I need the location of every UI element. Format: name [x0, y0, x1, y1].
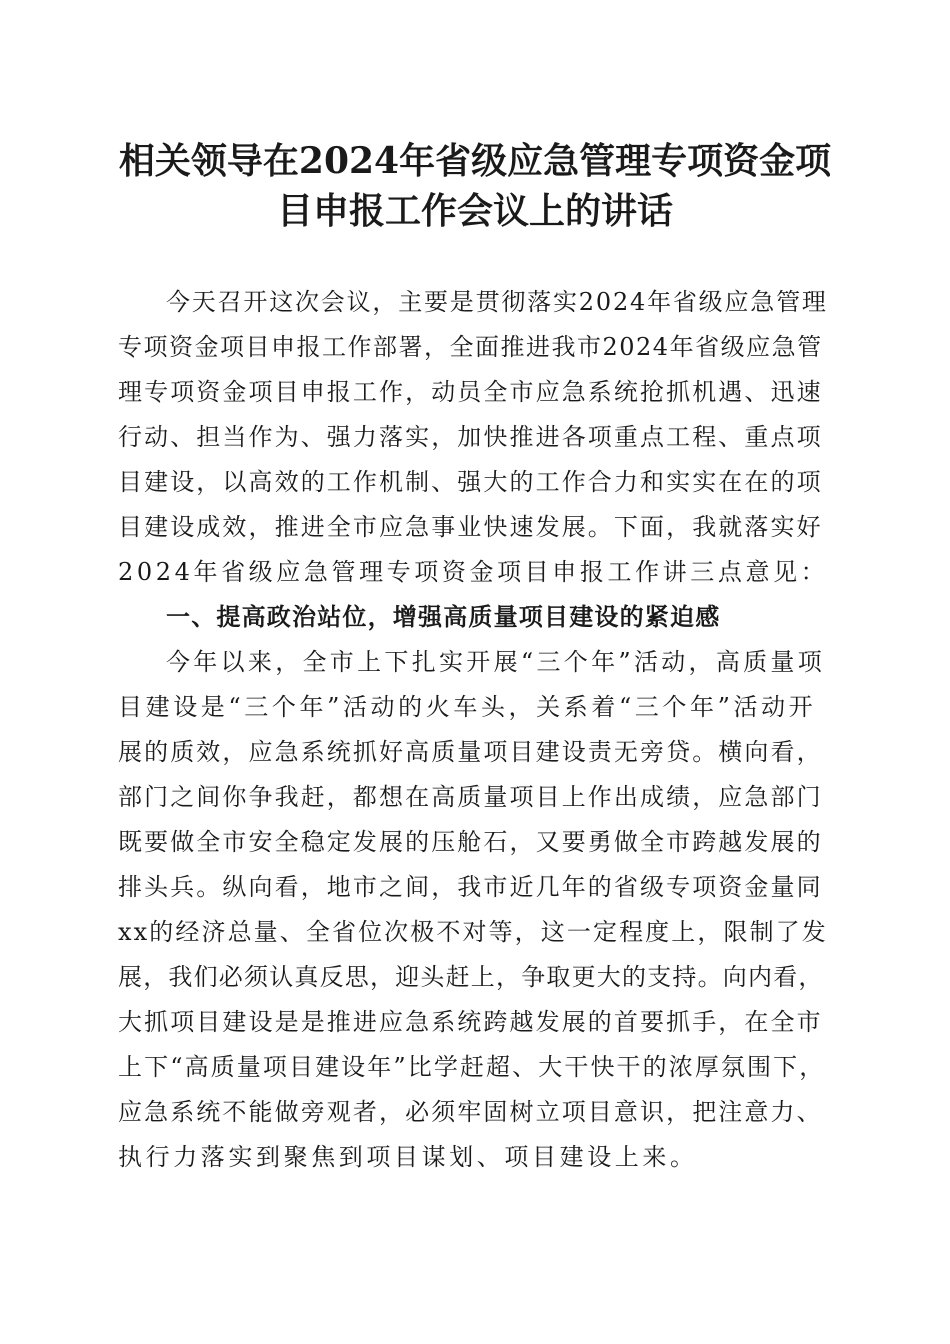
paragraph-line: 理专项资金项目申报工作，动员全市应急系统抢抓机遇、迅速 — [118, 378, 823, 406]
paragraph-line: 展的质效，应急系统抓好高质量项目建设责无旁贷。横向看， — [118, 738, 823, 766]
paragraph-line: 2024年省级应急管理专项资金项目申报工作讲三点意见： — [118, 558, 829, 586]
paragraph-line: 专项资金项目申报工作部署，全面推进我市2024年省级应急管 — [118, 333, 823, 361]
paragraph-line: 排头兵。纵向看，地市之间，我市近几年的省级专项资金量同 — [118, 873, 823, 901]
paragraph-line: 目建设，以高效的工作机制、强大的工作合力和实实在在的项 — [118, 468, 823, 496]
paragraph-line: 展，我们必须认真反思，迎头赶上，争取更大的支持。向内看， — [118, 963, 824, 991]
paragraph-line: 大抓项目建设是是推进应急系统跨越发展的首要抓手，在全市 — [118, 1008, 823, 1036]
intro-paragraph — [118, 280, 830, 595]
paragraph-line: xx的经济总量、全省位次极不对等，这一定程度上，限制了发 — [118, 918, 828, 946]
paragraph-line: 行动、担当作为、强力落实，加快推进各项重点工程、重点项 — [118, 423, 823, 451]
section-1-paragraph — [118, 640, 830, 1180]
paragraph-line: 既要做全市安全稳定发展的压舱石，又要勇做全市跨越发展的 — [118, 828, 823, 856]
paragraph-line: 上下“高质量项目建设年”比学赶超、大干快干的浓厚氛围下， — [118, 1053, 826, 1081]
paragraph-line: 目建设是“三个年”活动的火车头，关系着“三个年”活动开 — [118, 693, 817, 721]
document-title — [100, 136, 850, 236]
title-line-2: 目申报工作会议上的讲话 — [276, 190, 673, 232]
paragraph-line: 执行力落实到聚焦到项目谋划、项目建设上来。 — [118, 1143, 698, 1171]
paragraph-line: 目建设成效，推进全市应急事业快速发展。下面，我就落实好 — [118, 513, 823, 541]
paragraph-line: 今天召开这次会议，主要是贯彻落实2024年省级应急管理 — [166, 288, 828, 316]
document-body — [118, 280, 830, 1180]
paragraph-line: 应急系统不能做旁观者，必须牢固树立项目意识，把注意力、 — [118, 1098, 823, 1126]
paragraph-line: 今年以来，全市上下扎实开展“三个年”活动，高质量项 — [166, 648, 826, 676]
title-line-1: 相关领导在2024年省级应急管理专项资金项 — [118, 140, 832, 182]
section-1-heading: 一、提高政治站位，增强高质量项目建设的紧迫感 — [166, 603, 721, 631]
paragraph-line: 部门之间你争我赶，都想在高质量项目上作出成绩，应急部门 — [118, 783, 823, 811]
